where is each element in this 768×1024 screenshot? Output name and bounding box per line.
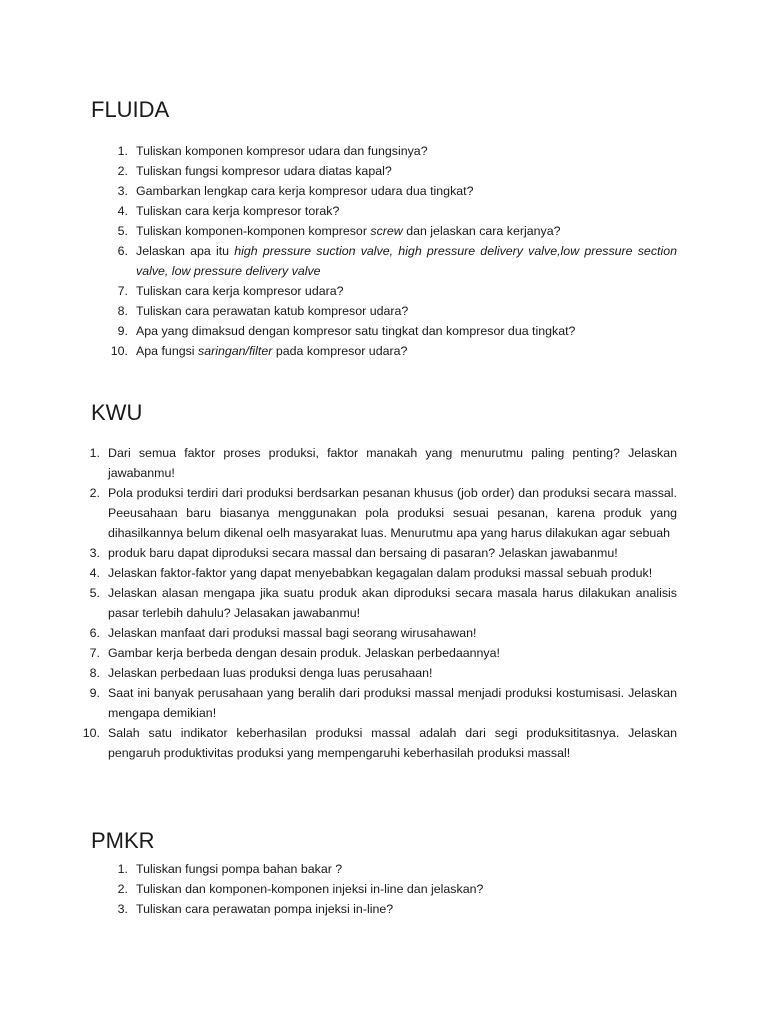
question-list-fluida [110,141,677,361]
question-text-segment: Tuliskan cara kerja kompresor udara? [136,284,344,298]
section-title-kwu: KWU [91,400,143,425]
question-text [108,683,677,723]
section-title-pmkr: PMKR [91,828,155,853]
question-text-segment: Saat ini banyak perusahaan yang beralih dari produksi massal menjadi produksi kostumisasi. Jelaskan mengapa demikian! [108,686,677,720]
question-number: 5. [89,586,100,600]
question-number: 10. [110,344,128,358]
question-item [89,443,677,483]
question-text [136,181,677,201]
question-text [108,583,677,623]
question-item [89,483,677,543]
question-text-segment: Gambarkan lengkap cara kerja kompresor udara dua tingkat? [136,184,474,198]
question-text-segment: dan jelaskan cara kerjanya? [402,224,561,238]
question-list-pmkr [117,859,677,919]
question-number: 2. [89,486,100,500]
question-number: 1. [117,144,128,158]
question-item [89,583,677,623]
question-text [108,443,677,483]
question-item [117,859,677,879]
question-item [110,341,677,361]
question-number: 10. [82,726,100,740]
question-number: 3. [89,546,100,560]
question-text [108,483,677,543]
question-text [108,723,677,763]
question-text-segment: Jelaskan faktor-faktor yang dapat menyebabkan kegagalan dalam produksi massal sebuah produk! [108,566,653,580]
question-text [136,859,677,879]
question-text-segment: Pola produksi terdiri dari produksi berdsarkan pesanan khusus (job order) dan produksi secara massal. Peeusahaan baru biasanya menggunakan pola produksi sesuai pesanan, karena produk yang dihasilkannya belum dikenal oelh masyarakat luas. Menurutmu apa yang harus dilakukan agar sebuah [108,486,677,540]
question-number: 8. [117,304,128,318]
question-number: 5. [117,224,128,238]
question-item [117,201,677,221]
question-text-segment: Jelaskan alasan mengapa jika suatu produk akan diproduksi secara masala harus dilakukan analisis pasar terlebih dahulu? Jelasakan jawabanmu! [108,586,677,620]
question-item [82,723,677,763]
question-item [117,221,677,241]
question-text [136,879,677,899]
question-text-segment: Tuliskan cara kerja kompresor torak? [136,204,340,218]
question-text-segment: Tuliskan fungsi kompresor udara diatas kapal? [136,164,392,178]
question-text [136,899,677,919]
question-text-segment: Apa yang dimaksud dengan kompresor satu tingkat dan kompresor dua tingkat? [136,324,576,338]
question-text-segment: pada kompresor udara? [272,344,408,358]
question-text-italic: saringan/filter [198,344,273,358]
question-item [117,181,677,201]
question-number: 6. [89,626,100,640]
question-text [108,643,677,663]
question-text-segment: Jelaskan manfaat dari produksi massal bagi seorang wirusahawan! [108,626,477,640]
question-item [89,663,677,683]
question-number: 4. [117,204,128,218]
question-text-segment: Dari semua faktor proses produksi, faktor manakah yang menurutmu paling penting? Jelaskan jawabanmu! [108,446,677,480]
question-text [136,161,677,181]
question-item [117,899,677,919]
question-text-italic: high pressure suction valve, high pressure delivery valve,low pressure section valve, low pressure delivery valve [136,244,677,278]
question-text-segment: Salah satu indikator keberhasilan produksi massal adalah dari segi produksititasnya. Jelaskan pengaruh produktivitas produksi yang mempengaruhi keberhasilah produksi massal! [108,726,677,760]
question-text-segment: Gambar kerja berbeda dengan desain produk. Jelaskan perbedaannya! [108,646,500,660]
question-number: 9. [89,686,100,700]
question-item [89,563,677,583]
question-text-italic: screw [370,224,403,238]
question-text-segment: Tuliskan komponen-komponen kompresor [136,224,371,238]
section-title-fluida: FLUIDA [91,97,170,122]
question-text-segment: Jelaskan perbedaan luas produksi denga luas perusahaan! [108,666,433,680]
question-item [117,281,677,301]
question-text [136,221,677,241]
question-item [117,301,677,321]
question-number: 3. [117,902,128,916]
question-text-segment: produk baru dapat diproduksi secara massal dan bersaing di pasaran? Jelaskan jawabanmu! [108,546,618,560]
question-number: 1. [89,446,100,460]
question-number: 2. [117,882,128,896]
question-number: 1. [117,862,128,876]
question-text [136,141,677,161]
question-text [108,663,677,683]
question-text [136,241,677,281]
question-text-segment: Jelaskan apa itu [136,244,235,258]
question-item [89,623,677,643]
question-text [136,341,677,361]
question-text [108,623,677,643]
question-number: 8. [89,666,100,680]
question-text [136,201,677,221]
question-number: 9. [117,324,128,338]
question-text-segment: Apa fungsi [136,344,198,358]
question-item [117,321,677,341]
question-item [117,141,677,161]
question-number: 4. [89,566,100,580]
question-text [136,321,677,341]
question-item [117,241,677,281]
question-item [89,543,677,563]
question-text-segment: Tuliskan cara perawatan pompa injeksi in-line? [136,902,394,916]
question-text-segment: Tuliskan dan komponen-komponen injeksi in-line dan jelaskan? [136,882,484,896]
question-list-kwu [82,443,677,763]
question-item [89,643,677,663]
question-text [108,543,677,563]
question-item [117,879,677,899]
question-number: 7. [89,646,100,660]
question-item [117,161,677,181]
question-text-segment: Tuliskan fungsi pompa bahan bakar ? [136,862,343,876]
question-text [136,281,677,301]
question-number: 7. [117,284,128,298]
question-text [108,563,677,583]
question-number: 6. [117,244,128,258]
question-text-segment: Tuliskan cara perawatan katub kompresor udara? [136,304,409,318]
question-number: 2. [117,164,128,178]
question-item [89,683,677,723]
question-text [136,301,677,321]
question-text-segment: Tuliskan komponen kompresor udara dan fungsinya? [136,144,428,158]
question-number: 3. [117,184,128,198]
